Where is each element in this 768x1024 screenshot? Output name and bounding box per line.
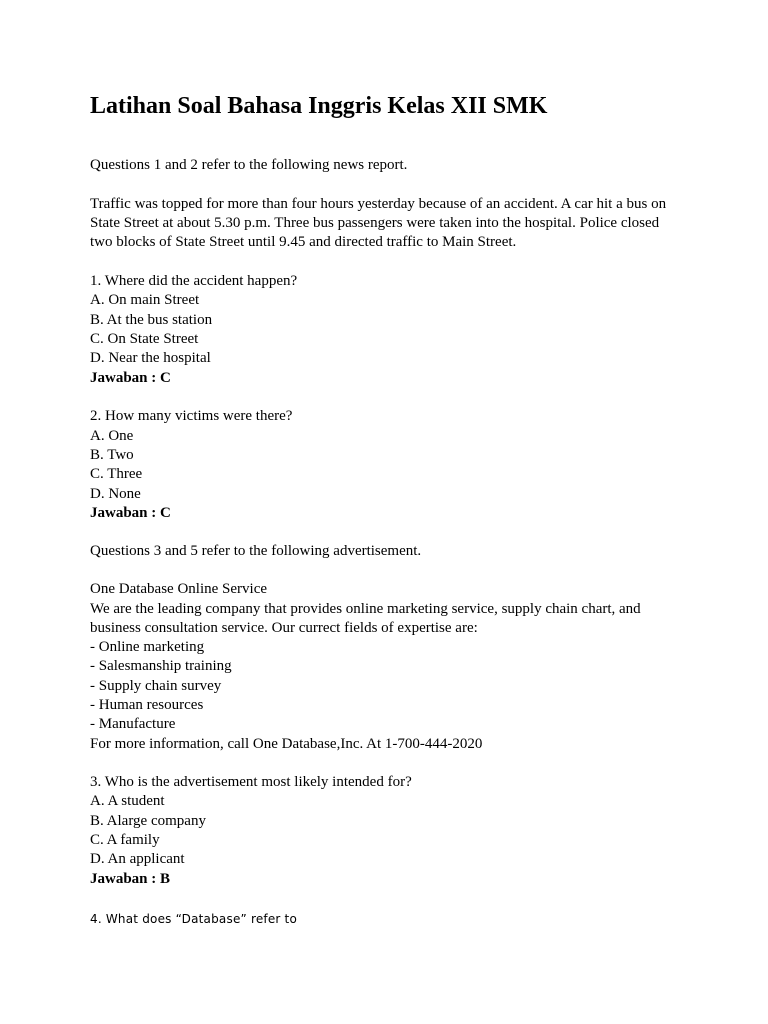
option: C. A family (90, 832, 160, 848)
advertisement-line: We are the leading company that provides online marketing service, supply chain chart, and (90, 601, 641, 617)
advertisement-line: - Salesmanship training (90, 658, 232, 674)
advertisement-line: - Online marketing (90, 639, 205, 655)
page-title: Latihan Soal Bahasa Inggris Kelas XII SMK (90, 93, 548, 119)
option: A. A student (90, 793, 165, 809)
answer-3: Jawaban : B (90, 871, 171, 887)
option: C. On State Street (90, 331, 199, 347)
advertisement-line: - Supply chain survey (90, 678, 222, 694)
option: C. Three (90, 466, 143, 482)
option: A. On main Street (90, 292, 200, 308)
option: D. An applicant (90, 851, 185, 867)
option: D. None (90, 486, 141, 502)
option: D. Near the hospital (90, 350, 211, 366)
intro-questions-1-2: Questions 1 and 2 refer to the following news report. (90, 157, 408, 173)
advertisement-line: For more information, call One Database,Inc. At 1-700-444-2020 (90, 736, 483, 752)
advertisement-line: business consultation service. Our currect fields of expertise are: (90, 620, 478, 636)
option: A. One (90, 428, 134, 444)
question-1: 1. Where did the accident happen? (90, 273, 298, 289)
intro-questions-3-5: Questions 3 and 5 refer to the following advertisement. (90, 543, 422, 559)
news-report-line: State Street at about 5.30 p.m. Three bus passengers were taken into the hospital. Police closed (90, 215, 660, 231)
advertisement-line: - Human resources (90, 697, 204, 713)
answer-2: Jawaban : C (90, 505, 171, 521)
answer-1: Jawaban : C (90, 370, 171, 386)
option: B. Alarge company (90, 813, 206, 829)
question-2: 2. How many victims were there? (90, 408, 293, 424)
news-report-line: Traffic was topped for more than four hours yesterday because of an accident. A car hit a bus on (90, 196, 667, 212)
news-report-line: two blocks of State Street until 9.45 and directed traffic to Main Street. (90, 234, 517, 250)
option: B. At the bus station (90, 312, 213, 328)
option: B. Two (90, 447, 134, 463)
advertisement-line: - Manufacture (90, 716, 176, 732)
advertisement-line: One Database Online Service (90, 581, 268, 597)
question-4: 4. What does “Database” refer to (90, 912, 298, 926)
question-3: 3. Who is the advertisement most likely intended for? (90, 774, 412, 790)
